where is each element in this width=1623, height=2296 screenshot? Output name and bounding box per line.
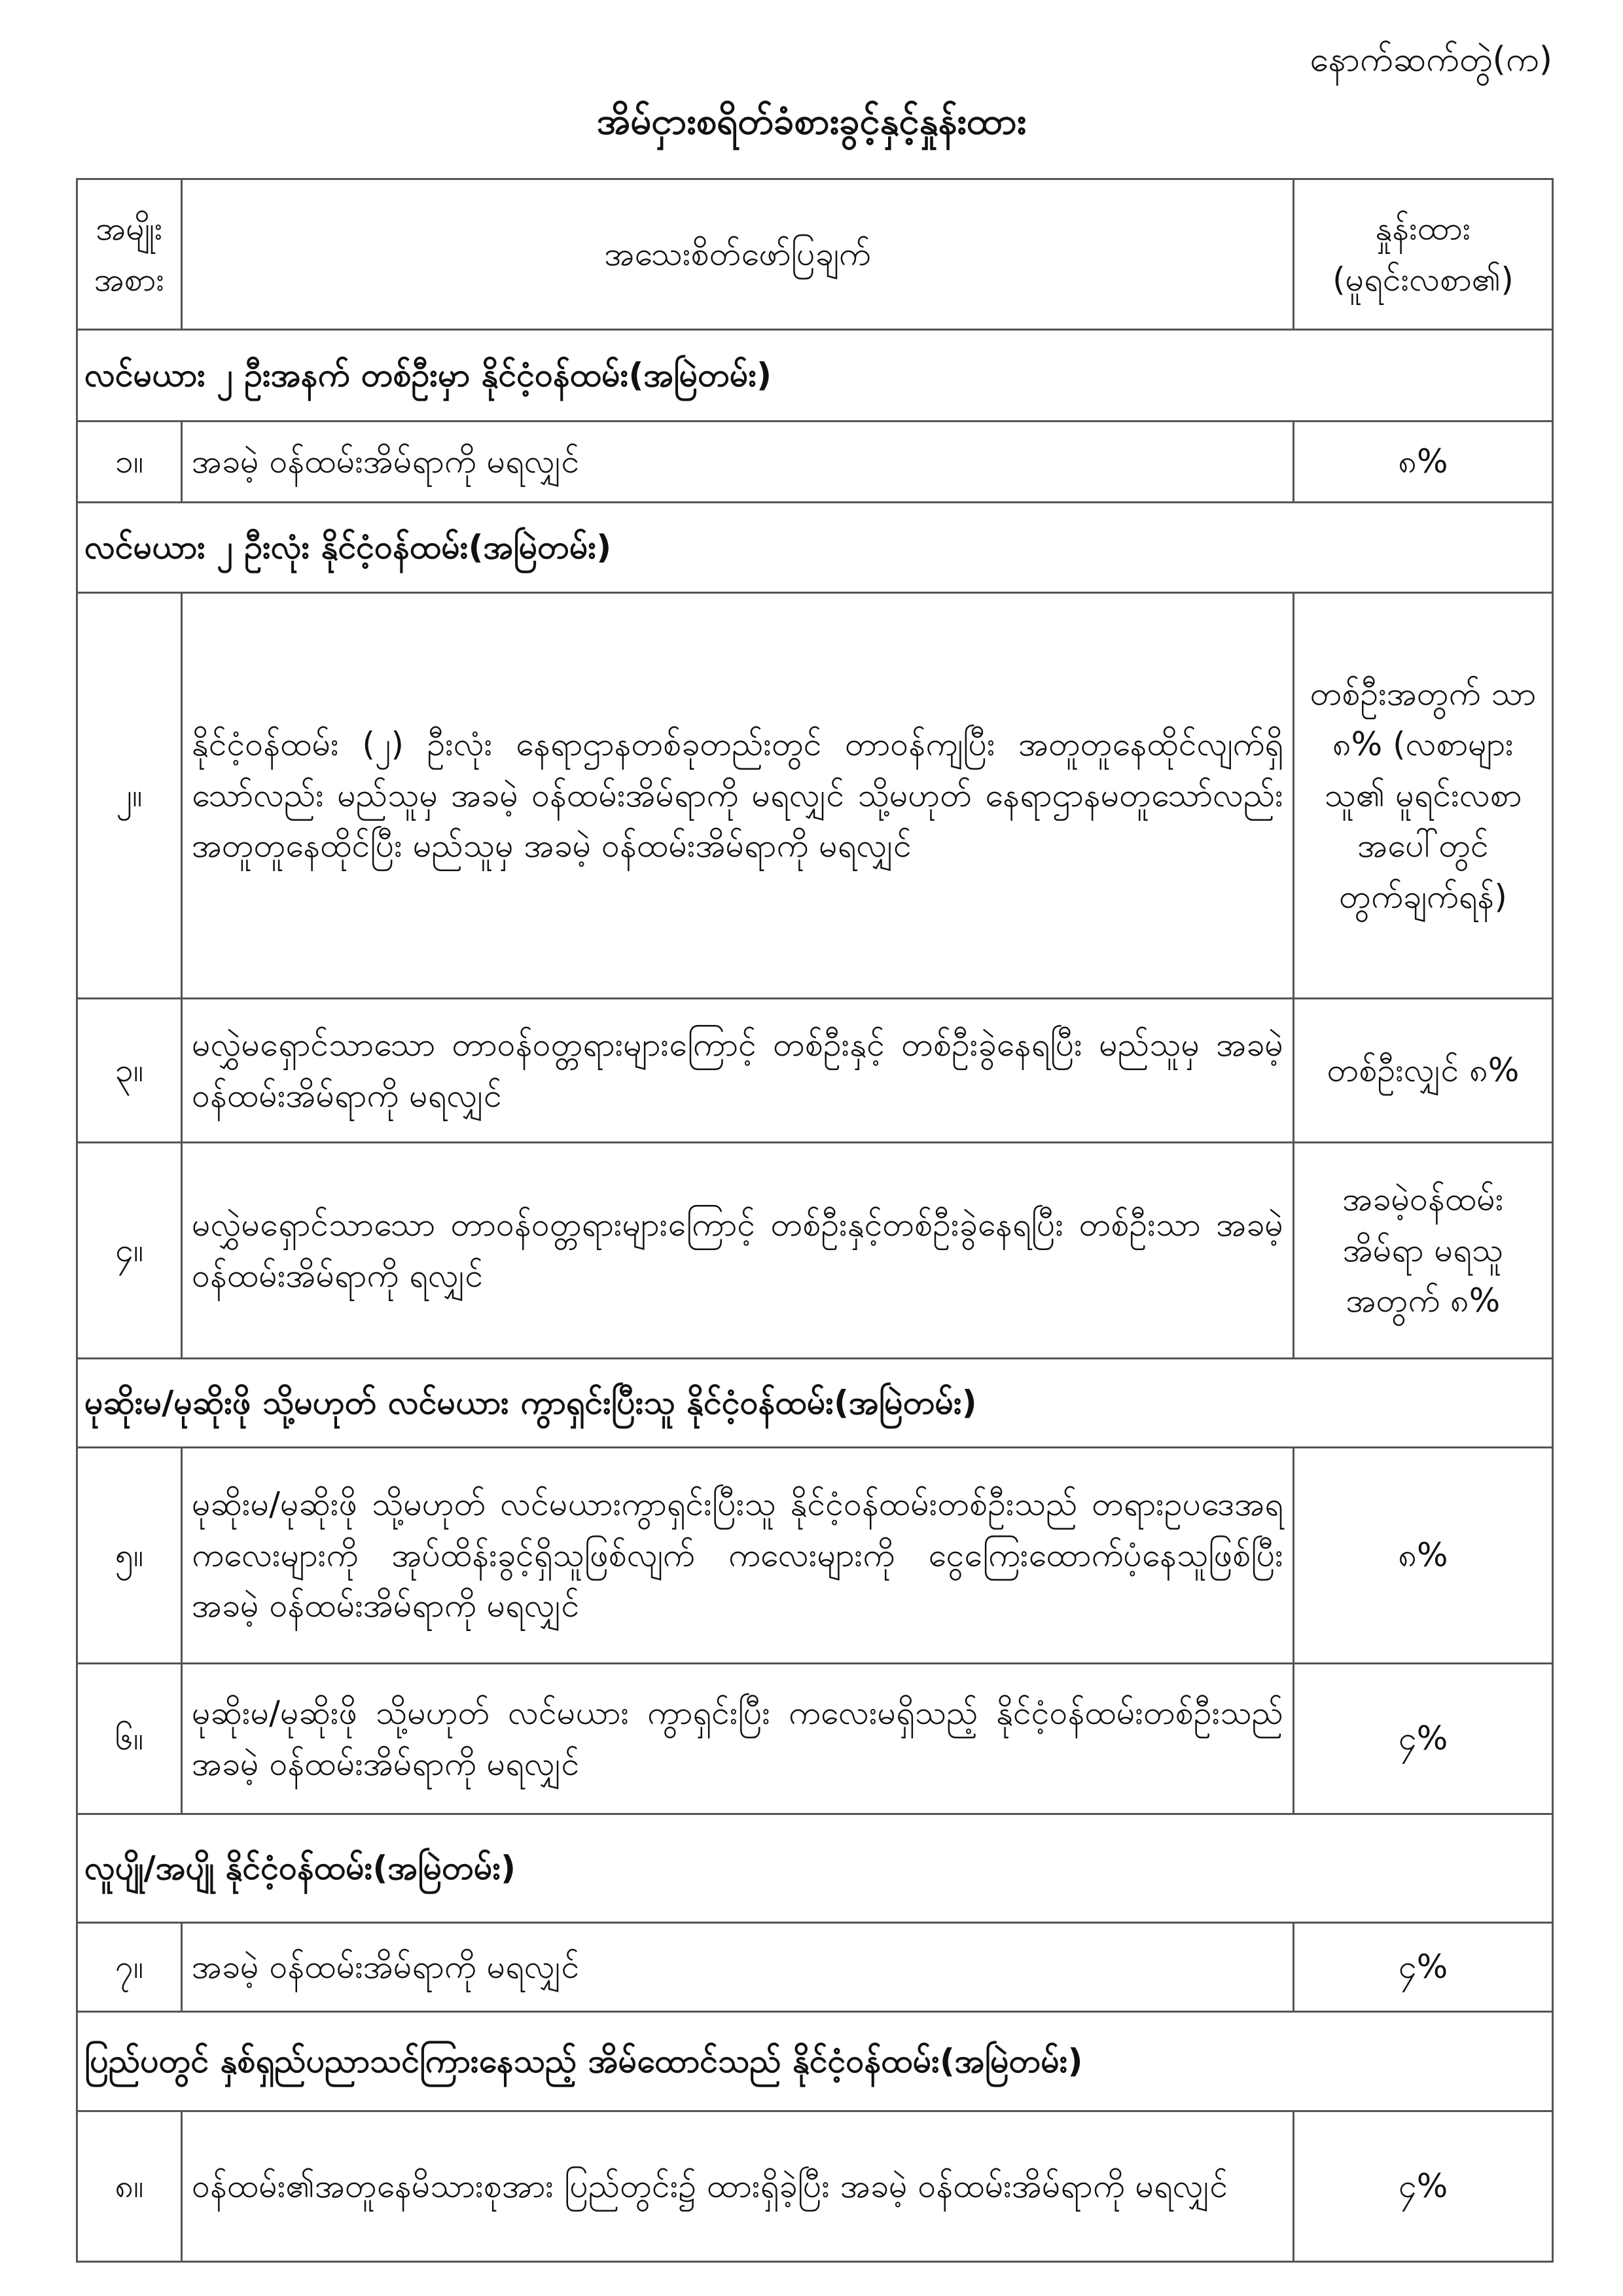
appendix-label: နောက်ဆက်တွဲ(က) xyxy=(1310,40,1552,79)
table-row xyxy=(77,2111,1553,2262)
table-header-row xyxy=(77,179,1553,330)
column-header-description: အသေးစိတ်ဖော်ပြချက် xyxy=(182,179,1294,330)
row-description: မလွှဲမရှောင်သာသော တာဝန်ဝတ္တရားများကြောင့် တစ်ဦးနှင့် တစ်ဦးခွဲနေရပြီး မည်သူမှ အခမဲ့ ဝန်ထမ်းအိမ်ရာကို မရလျှင် xyxy=(182,999,1294,1143)
section-heading: လူပျို/အပျို နိုင်ငံ့ဝန်ထမ်း(အမြဲတမ်း) xyxy=(77,1814,1553,1923)
row-description: ဝန်ထမ်း၏အတူနေမိသားစုအား ပြည်တွင်း၌ ထားရှိခဲ့ပြီး အခမဲ့ ဝန်ထမ်းအိမ်ရာကို မရလျှင် xyxy=(182,2111,1294,2262)
rate-header-text: နှုန်းထား (မူရင်းလစာ၏) xyxy=(1332,209,1514,298)
section-heading-row xyxy=(77,330,1553,422)
table-row xyxy=(77,1448,1553,1664)
table-row xyxy=(77,1923,1553,2012)
row-number: ၈။ xyxy=(77,2111,182,2262)
row-rate: ၄% xyxy=(1294,1923,1553,2012)
table-row xyxy=(77,593,1553,999)
row-description: အခမဲ့ ဝန်ထမ်းအိမ်ရာကို မရလျှင် xyxy=(182,422,1294,503)
row-rate: ၄% xyxy=(1294,1664,1553,1814)
row-rate: ၄% xyxy=(1294,2111,1553,2262)
row-rate: အခမဲ့ဝန်ထမ်း အိမ်ရာ မရသူ အတွက် ၈% xyxy=(1294,1143,1553,1359)
section-heading: မုဆိုးမ/မုဆိုးဖို သို့မဟုတ် လင်မယား ကွာရှင်းပြီးသူ နိုင်ငံ့ဝန်ထမ်း(အမြဲတမ်း) xyxy=(77,1359,1553,1448)
row-number: ၃။ xyxy=(77,999,182,1143)
section-heading-row xyxy=(77,503,1553,593)
row-number: ၁။ xyxy=(77,422,182,503)
row-description: မလွှဲမရှောင်သာသော တာဝန်ဝတ္တရားများကြောင့် တစ်ဦးနှင့်တစ်ဦးခွဲနေရပြီး တစ်ဦးသာ အခမဲ့ ဝန်ထမ်းအိမ်ရာကို ရလျှင် xyxy=(182,1143,1294,1359)
row-rate: ၈% xyxy=(1294,1448,1553,1664)
section-heading-row xyxy=(77,1814,1553,1923)
column-header-rate xyxy=(1294,179,1553,330)
row-description: မုဆိုးမ/မုဆိုးဖို သို့မဟုတ် လင်မယားကွာရှင်းပြီးသူ နိုင်ငံ့ဝန်ထမ်းတစ်ဦးသည် တရားဥပဒေအရ ကလေးများကို အုပ်ထိန်းခွင့်ရှိသူဖြစ်လျက် ကလေးများကို ငွေကြေးထောက်ပံ့နေသူဖြစ်ပြီး အခမဲ့ ဝန်ထမ်းအိမ်ရာကို မရလျှင် xyxy=(182,1448,1294,1664)
row-rate: တစ်ဦးအတွက် သာ ၈% (လစာများ သူ၏ မူရင်းလစာ အပေါ်တွင် တွက်ချက်ရန်) xyxy=(1294,593,1553,999)
housing-allowance-table xyxy=(76,178,1554,2263)
page-title: အိမ်ငှားစရိတ်ခံစားခွင့်နှင့်နှုန်းထား xyxy=(596,100,1027,143)
row-rate: ၈% xyxy=(1294,422,1553,503)
type-header-text: အမျိုး အစား xyxy=(94,209,165,298)
table-row xyxy=(77,999,1553,1143)
column-header-type xyxy=(77,179,182,330)
table-row xyxy=(77,1143,1553,1359)
section-heading-row xyxy=(77,2012,1553,2111)
row-number: ၆။ xyxy=(77,1664,182,1814)
section-heading: ပြည်ပတွင် နှစ်ရှည်ပညာသင်ကြားနေသည့် အိမ်ထောင်သည် နိုင်ငံ့ဝန်ထမ်း(အမြဲတမ်း) xyxy=(77,2012,1553,2111)
section-heading: လင်မယား ၂ ဦးအနက် တစ်ဦးမှာ နိုင်ငံ့ဝန်ထမ်း(အမြဲတမ်း) xyxy=(77,330,1553,422)
row-description: အခမဲ့ ဝန်ထမ်းအိမ်ရာကို မရလျှင် xyxy=(182,1923,1294,2012)
row-rate: တစ်ဦးလျှင် ၈% xyxy=(1294,999,1553,1143)
row-description: မုဆိုးမ/မုဆိုးဖို သို့မဟုတ် လင်မယား ကွာရှင်းပြီး ကလေးမရှိသည့် နိုင်ငံ့ဝန်ထမ်းတစ်ဦးသည် အခမဲ့ ဝန်ထမ်းအိမ်ရာကို မရလျှင် xyxy=(182,1664,1294,1814)
row-number: ၄။ xyxy=(77,1143,182,1359)
section-heading-row xyxy=(77,1359,1553,1448)
row-number: ၅။ xyxy=(77,1448,182,1664)
section-heading: လင်မယား ၂ ဦးလုံး နိုင်ငံ့ဝန်ထမ်း(အမြဲတမ်း) xyxy=(77,503,1553,593)
table-row xyxy=(77,422,1553,503)
row-number: ၇။ xyxy=(77,1923,182,2012)
row-description: နိုင်ငံ့ဝန်ထမ်း (၂) ဦးလုံး နေရာဌာနတစ်ခုတည်းတွင် တာဝန်ကျပြီး အတူတူနေထိုင်လျက်ရှိသော်လည်း မည်သူမှ အခမဲ့ ဝန်ထမ်းအိမ်ရာကို မရလျှင် သို့မဟုတ် နေရာဌာနမတူသော်လည်း အတူတူနေထိုင်ပြီး မည်သူမှ အခမဲ့ ဝန်ထမ်းအိမ်ရာကို မရလျှင် xyxy=(182,593,1294,999)
row-number: ၂။ xyxy=(77,593,182,999)
table-row xyxy=(77,1664,1553,1814)
